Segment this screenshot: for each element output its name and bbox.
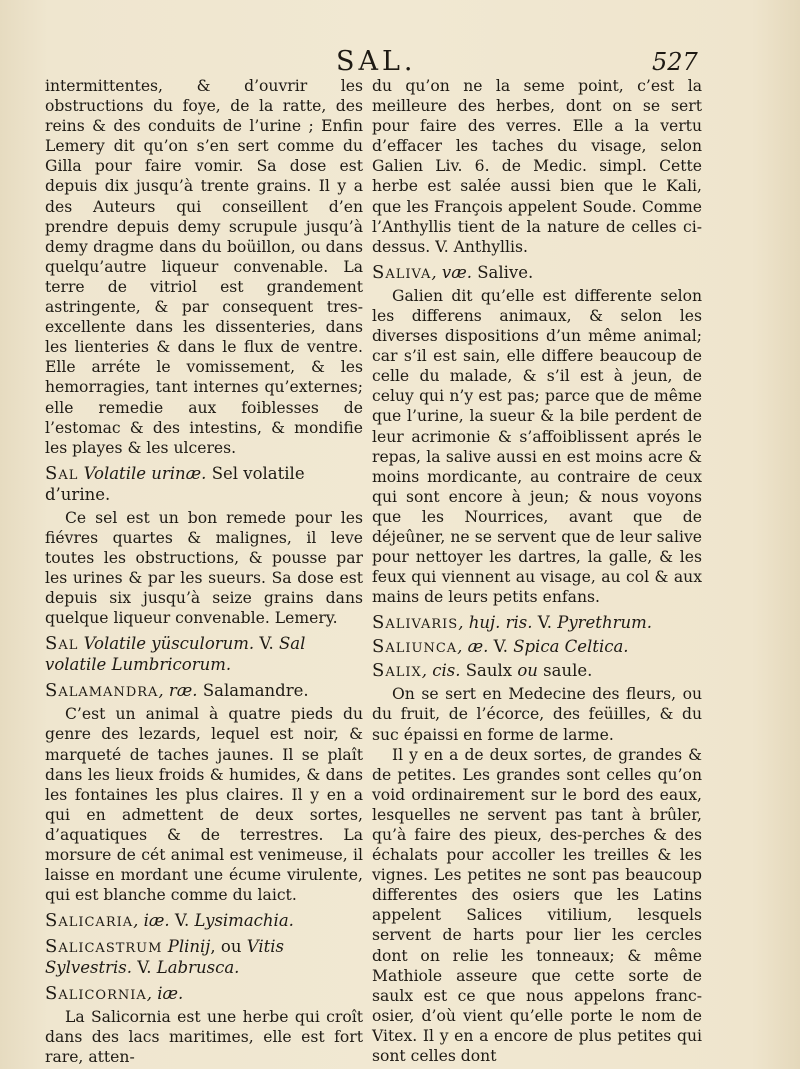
cross-reference-marker: V. xyxy=(259,634,274,654)
cross-reference-marker: V. xyxy=(174,911,190,931)
conjunction: ou xyxy=(517,661,538,681)
french-translation: Saulx xyxy=(465,661,513,681)
latin-form: , ræ. xyxy=(158,681,198,701)
latin-form: Volatile yüsculorum. xyxy=(83,634,255,654)
right-column xyxy=(372,76,702,1066)
headword: Sal xyxy=(45,633,79,655)
headword: Saliunca xyxy=(372,636,458,658)
dictionary-entry-salicornia xyxy=(45,983,363,1004)
dictionary-entry-saliva xyxy=(372,262,702,283)
paragraph: C’est un animal à quatre pieds du genre des lezards, lequel est noir, & marqueté de taches jaunes. Il se plaît dans les lieux froids & humides, & dans les fontaines les plus claires. Il y en a qui en admettent de deux sortes, d’aquatiques & de terrestres. La morsure de cét animal est venimeuse, il laisse en mordant une écume virulente, qui est blanche comme du laict. xyxy=(45,705,363,905)
latin-form: Volatile urinæ. xyxy=(83,463,207,483)
french-translation: Salive. xyxy=(477,262,534,282)
headword: Sal xyxy=(45,462,79,484)
headword: Salamandra xyxy=(45,680,159,702)
cross-reference-target: Spica Celtica. xyxy=(513,637,629,657)
left-column xyxy=(45,76,363,1068)
headword: Salix xyxy=(372,660,422,682)
cross-reference-marker: V. xyxy=(537,613,552,633)
dictionary-entry-salamandra xyxy=(45,680,363,701)
paragraph: Galien dit qu’elle est differente selon les differens animaux, & selon les diverses dispositions d’un même animal; car s’il est sain, elle differe beaucoup de celle du malade, & s’il est à jeun, de celuy qui n’y est pas; parce que de même que l’urine, la sueur & la bile perdent de leur acrimonie & s’affoiblissent aprés le repas, la salive aussi en est moins acre & moins mordicante, au contraire de ceux qui sont encore à jeun; & nous voyons que les Nourrices, avant que de déjeûner, ne se servent que de leur salive pour nettoyer les dartres, la galle, & les feux qui viennent au visage, au col & aux mains de leurs petits enfans. xyxy=(372,286,702,607)
cross-reference-marker: V. xyxy=(493,637,508,657)
cross-reference-target: Sal volatile Lumbricorum. xyxy=(45,634,306,675)
latin-form: , cis. xyxy=(421,661,461,681)
dictionary-entry-saliunca xyxy=(372,636,702,657)
headword: Salicornia xyxy=(45,983,147,1005)
cross-reference-target: Lysimachia. xyxy=(194,911,294,931)
alternate-name: Vitis Sylvestris. xyxy=(45,937,284,978)
cross-reference-target: Labrusca. xyxy=(156,958,240,978)
french-translation: Salamandre. xyxy=(202,681,309,701)
latin-form: , iæ. xyxy=(146,984,184,1004)
paragraph: La Salicornia est une herbe qui croît dans des lacs maritimes, elle est fort rare, atten- xyxy=(45,1008,363,1067)
dictionary-entry-salix xyxy=(372,660,702,681)
latin-form: , væ. xyxy=(431,262,472,282)
paragraph: On se sert en Medecine des fleurs, ou du fruit, de l’écorce, des feüilles, & du suc épaissi en forme de larme. xyxy=(372,685,702,744)
running-title: SAL. xyxy=(336,46,417,77)
headword: Saliva xyxy=(372,261,432,283)
latin-form: , æ. xyxy=(457,637,489,657)
french-translation: Sel volatile d’urine. xyxy=(45,463,305,504)
latin-form: , iæ. xyxy=(133,911,170,931)
conjunction: , ou xyxy=(210,937,242,957)
latin-form: Plinij xyxy=(167,937,211,957)
dictionary-entry-salicaria xyxy=(45,910,363,931)
dictionary-entry-sal-volatile-yusculorum xyxy=(45,633,363,675)
page-number: 527 xyxy=(652,48,698,76)
headword: Salicaria xyxy=(45,910,134,932)
dictionary-entry-salivaris xyxy=(372,612,702,633)
headword: Salivaris xyxy=(372,612,459,634)
paragraph: du qu’on ne la seme point, c’est la meilleure des herbes, dont on se sert pour faire des verres. Elle a la vertu d’effacer les taches du visage, selon Galien Liv. 6. de Medic. simpl. Cette herbe est salée aussi bien que le Kali, que les François appelent Soude. Comme l’Anthyllis tient de la nature de celles ci-dessus. V. Anthyllis. xyxy=(372,77,702,256)
french-translation-alt: saule. xyxy=(543,661,593,681)
cross-reference-marker: V. xyxy=(137,958,152,978)
paragraph: Il y en a de deux sortes, de grandes & de petites. Les grandes sont celles qu’on void ordinairement sur le bord des eaux, lesquelles ne servent pas tant à brûler, qu’à faire des pieux, des-perches & des échalats pour accoller les treilles & les vignes. Les petites ne sont pas beaucoup differentes des osiers que les Latins appelent Salices vitilium, lesquels servent de harts pour lier les cercles dont on relie les tonneaux; & même Mathiole asseure que cette sorte de saulx est ce que nous appelons franc-osier, d’où vient qu’elle porte le nom de Vitex. Il y en a encore de plus petites qui sont celles dont xyxy=(372,745,702,1066)
dictionary-entry-salicastrum xyxy=(45,936,363,978)
cross-reference-target: Pyrethrum. xyxy=(557,613,652,633)
dictionary-entry-sal-volatile-urinae xyxy=(45,463,363,505)
latin-form: , huj. ris. xyxy=(458,613,533,633)
headword: Salicastrum xyxy=(45,936,163,958)
paragraph: Ce sel est un bon remede pour les fiévres quartes & malignes, il leve toutes les obstructions, & pousse par les urines & par les sueurs. Sa dose est depuis six jusqu’à seize grains dans quelque liqueur convenable. Lemery. xyxy=(45,508,363,628)
paragraph: intermittentes, & d’ouvrir les obstructions du foye, de la ratte, des reins & des conduits de l’urine ; Enfin Lemery dit qu’on s’en sert comme du Gilla pour faire vomir. Sa dose est depuis dix jusqu’à trente grains. Il y a des Auteurs qui conseillent d’en prendre depuis demy scrupule jusqu’à demy dragme dans du boüillon, ou dans quelqu’autre liqueur convenable. La terre de vitriol est grandement astringente, & par consequent tres-excellente dans les dissenteries, dans les lienteries & dans le flux de ventre. Elle arréte le vomissement, & les hemorragies, tant internes qu’externes; elle remedie aux foiblesses de l’estomac & des intestins, & mondifie les playes & les ulceres. xyxy=(45,77,363,457)
